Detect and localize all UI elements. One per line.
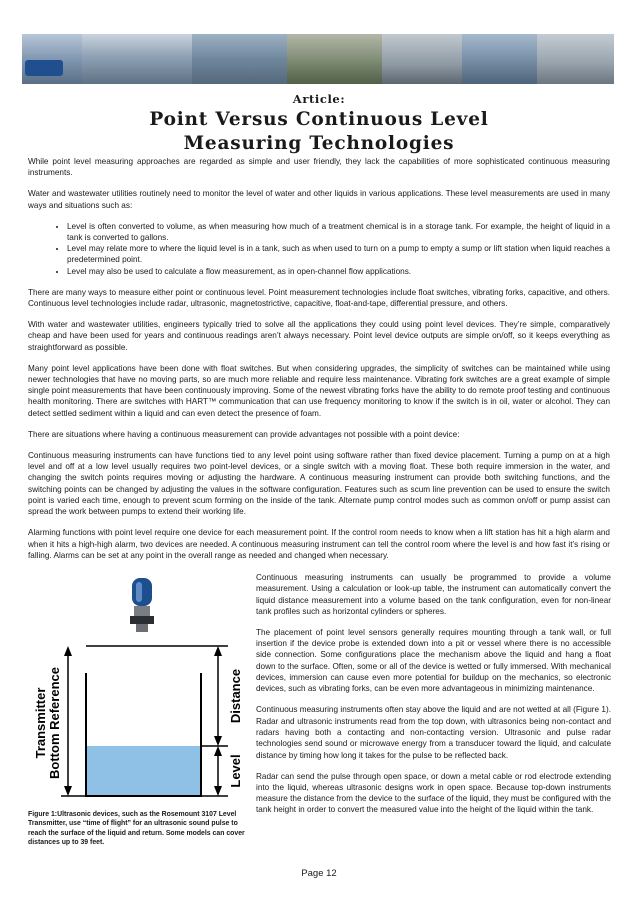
bullet-item: • Level may also be used to calculate a flow measurement, as in open-channel flow applications. <box>67 266 610 277</box>
paragraph: Many point level applications have been done with float switches. But when considering upgrades, the simplicity of switches can be maintained while using newer technologies that have no moving parts, so are much more reliable and require less maintenance. Vibrating fork switches are a great example of simple single point measurements that have been continuously improving. Some of the newest vibrating forks have the ability to do remote proof testing and continuous health monitoring. There are switches with HART™ communication that can use frequency monitoring to know if the switch is in oil, water or alcohol. They can detect settled sediment within a liquid and can even detect the presence of foam. <box>28 363 610 418</box>
bullet-item: • Level may relate more to where the liquid level is in a tank, such as when used to turn on a pump to empty a sump or lift station when liquid reaches a predetermined point. <box>67 243 610 266</box>
title-line-2: Measuring Technologies <box>183 133 455 154</box>
header-photo <box>462 34 537 84</box>
level-measurement-figure <box>28 568 253 818</box>
header-photo <box>537 34 614 84</box>
header-photo <box>287 34 382 84</box>
article-label: Article: <box>292 92 346 106</box>
paragraph: Alarming functions with point level require one device for each measurement point. If the control room needs to know when a lift station has hit a high alarm and when it hits a high-high alarm, two devices are needed. A continuous measuring instrument can tell the control room where the level is and how fast it’s rising or falling. Alarms can be set at any point in the overall range as needed and changed when necessary. <box>28 528 610 560</box>
label-distance: Distance <box>228 668 243 724</box>
transmitter-device-icon <box>130 578 154 632</box>
page-number: Page 12 <box>301 868 337 879</box>
paragraph: The placement of point level sensors generally requires mounting through a tank wall, or full insertion if the device probe is extended down into a pit or vessel where there is no accessible side connection. Some configurations place the mechanism above the liquid and hang a float down to the surface. Often, some or all of the device is wetted or fully immersed. With mechanical devices, immersion can cause even more potential for buildup on the mechanics, so electronic devices, such as vibrating forks, can be even more advantageous in minimizing maintenance. <box>256 627 611 694</box>
label-level: Level <box>228 754 243 788</box>
paragraph: There are many ways to measure either point or continuous level. Point measurement technologies include float switches, vibrating forks, capacitive, and others. Continuous level technologies include radar, ultrasonic, magnetostrictive, capacitive, float-and-tape, differential pressure, and others. <box>28 287 610 309</box>
article-body <box>28 156 610 571</box>
header-photo <box>382 34 462 84</box>
bullet-list <box>28 221 610 277</box>
paragraph: Continuous measuring instruments can have functions tied to any level point using software rather than fixed device placement. Turning a pump on at a high level and off at a low level usually requires two point-level devices, or a single switch with a moving float. These both require immersion in the water, and changing the switch points requires moving or adjusting the hardware. A continuous measuring instrument can provide both switching functions, and the switching points can be changed by adjusting the values in the software configuration. Features such as scum line prevention can be used to ensure the switch point is varied each time, enough to prevent scum forming on the inside of the tank. Alternate pump control modes such as common on/off or pump assist can spread the work between pumps to extend their working life. <box>28 450 610 517</box>
paragraph: With water and wastewater utilities, engineers typically tried to solve all the applications they could using point level devices. They’re simple, comparatively cheap and have been used for years and continuous readings aren’t always necessary. Point level device outputs are simple on/off, so it keeps everything as straightforward as possible. <box>28 320 610 352</box>
paragraph: There are situations where having a continuous measurement can provide advantages not possible with a point device: <box>28 429 460 439</box>
paragraph: Continuous measuring instruments can usually be programmed to provide a volume measurement. Using a calculation or look-up table, the instrument can automatically convert the liquid distance measurement into a volume based on the tank configuration, even for non-linear tank profiles such as horizontal cylinders or spheres. <box>256 573 611 616</box>
header-photo <box>192 34 287 84</box>
liquid-fill <box>87 746 200 795</box>
title-line-1: Point Versus Continuous Level <box>149 109 489 130</box>
paragraph: Water and wastewater utilities routinely need to monitor the level of water and other liquids in various applications. These level measurements are used in many ways and situations such as: <box>28 189 610 210</box>
figure-caption: Figure 1:Ultrasonic devices, such as the Rosemount 3107 Level Transmitter, use “time of flight” for an ultrasonic sound pulse to reach the surface of the liquid and return. Some models can cover distances up to 39 feet. <box>28 811 245 847</box>
bullet-item: • Level is often converted to volume, as when measuring how much of a treatment chemical is in a storage tank. For example, the height of liquid in a tank is converted to gallons. <box>67 221 610 244</box>
right-column <box>256 572 611 825</box>
paragraph: Continuous measuring instruments often stay above the liquid and are not wetted at all (Figure 1). Radar and ultrasonic instruments read from the top down, with ultrasonics being non-contact and radars having both a contacting and non-contacting version. Ultrasonic and pulse radar technologies send sound or microwave energy from a transducer toward the liquid, and calculate distance by timing how long it takes for the pulse to be reflected back. <box>256 705 611 760</box>
label-bottom-reference: Bottom Reference <box>47 667 62 779</box>
paragraph: While point level measuring approaches are regarded as simple and user friendly, they lack the capabilities of more sophisticated continuous measuring instruments. <box>28 157 610 178</box>
article-title <box>40 108 598 156</box>
header-photo <box>22 34 82 84</box>
header-photo <box>82 34 192 84</box>
magazine-logo <box>25 60 63 76</box>
header-photo-banner <box>22 34 614 84</box>
label-transmitter: Transmitter <box>33 687 48 759</box>
paragraph: Radar can send the pulse through open space, or down a metal cable or rod electrode extending into the liquid, whereas ultrasonic designs work in open space. Because top-down instruments measure the distance from the device to the surface of the liquid, they must be configured with the tank height in order to convert the measured value into the height of the liquid within the tank. <box>256 771 611 815</box>
